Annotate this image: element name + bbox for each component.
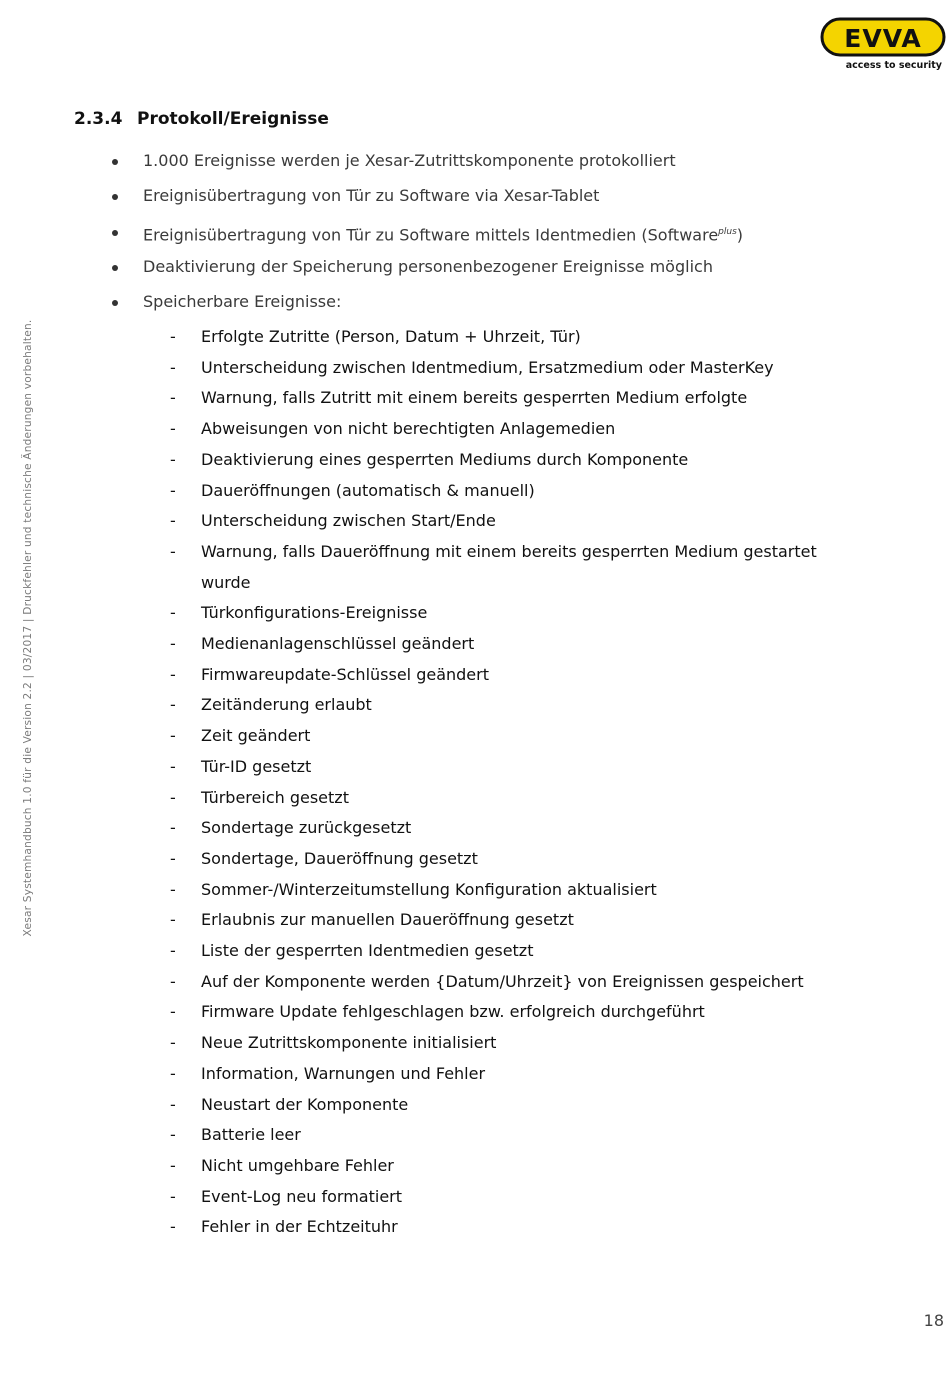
bullet-item [0, 146, 743, 181]
dash-marker: - [170, 726, 176, 746]
event-text: Medienanlagenschlüssel geändert [201, 634, 475, 654]
dash-marker: - [170, 480, 176, 500]
dash-marker: - [170, 419, 176, 439]
dash-marker: - [170, 1033, 176, 1053]
event-text: Unterscheidung zwischen Identmedium, Ersatzmedium oder MasterKey [201, 357, 774, 377]
event-text: Information, Warnungen und Fehler [201, 1063, 486, 1083]
dash-marker: - [170, 541, 176, 561]
event-item [0, 844, 841, 875]
event-text: Abweisungen von nicht berechtigten Anlagemedien [201, 419, 616, 439]
bullet-text-suffix: ) [736, 224, 744, 244]
dash-marker: - [170, 603, 176, 623]
bullet-dot-icon [112, 159, 118, 165]
page-number: 18 [923, 1311, 944, 1330]
bullet-dot-icon [112, 265, 118, 271]
bullet-text: 1.000 Ereignisse werden je Xesar-Zutrittskomponente protokolliert [143, 151, 676, 170]
event-item [0, 783, 841, 814]
event-item [0, 445, 841, 476]
logo-brand: EVVA [844, 24, 922, 53]
dash-marker: - [170, 941, 176, 961]
event-text: Warnung, falls Daueröffnung mit einem bereits gesperrten Medium gestartet wurde [201, 541, 817, 592]
section-title: Protokoll/Ereignisse [137, 109, 329, 129]
event-text: Daueröffnungen (automatisch & manuell) [201, 480, 535, 500]
dash-marker: - [170, 695, 176, 715]
dash-marker: - [170, 1217, 176, 1237]
dash-marker: - [170, 910, 176, 930]
bullet-dot-icon [112, 300, 118, 306]
event-text: Tür-ID gesetzt [201, 756, 312, 776]
event-item [0, 721, 841, 752]
dash-marker: - [170, 971, 176, 991]
event-text: Event-Log neu formatiert [201, 1186, 403, 1206]
bullet-item [0, 287, 743, 322]
event-item [0, 1182, 841, 1213]
bullet-superscript: plus [718, 226, 737, 237]
event-item [0, 383, 841, 414]
event-item [0, 353, 841, 384]
dash-marker: - [170, 1063, 176, 1083]
event-item [0, 629, 841, 660]
bullet-item [0, 252, 743, 287]
dash-marker: - [170, 664, 176, 684]
logo-tagline: access to security [845, 60, 942, 71]
event-item [0, 1028, 841, 1059]
event-item [0, 1059, 841, 1090]
event-item [0, 1090, 841, 1121]
event-text: Zeitänderung erlaubt [201, 695, 372, 715]
side-note: Xesar Systemhandbuch 1.0 für die Version 2.2 | 03/2017 | Druckfehler und technische Änderungen vorbehalten. [22, 319, 34, 937]
dash-marker: - [170, 1002, 176, 1022]
event-item [0, 752, 841, 783]
event-item [0, 598, 841, 629]
dash-marker: - [170, 848, 176, 868]
dash-marker: - [170, 787, 176, 807]
event-item [0, 905, 841, 936]
event-text: Firmwareupdate-Schlüssel geändert [201, 664, 489, 684]
event-text: Zeit geändert [201, 726, 311, 746]
event-item [0, 537, 841, 598]
bullet-dot-icon [112, 194, 118, 200]
event-item [0, 1120, 841, 1151]
event-text: Neustart der Komponente [201, 1094, 409, 1114]
event-item [0, 690, 841, 721]
bullet-text: Ereignisübertragung von Tür zu Software mittels Identmedien (Software [143, 224, 719, 244]
event-item [0, 875, 841, 906]
event-item [0, 414, 841, 445]
dash-marker: - [170, 1094, 176, 1114]
event-item [0, 1212, 841, 1243]
bullet-text: Deaktivierung der Speicherung personenbezogener Ereignisse möglich [143, 256, 713, 276]
dash-marker: - [170, 634, 176, 654]
event-text: Firmware Update fehlgeschlagen bzw. erfolgreich durchgeführt [201, 1002, 705, 1022]
event-text: Nicht umgehbare Fehler [201, 1155, 394, 1175]
dash-marker: - [170, 818, 176, 838]
bullet-item [0, 181, 743, 216]
dash-marker: - [170, 756, 176, 776]
event-text: Liste der gesperrten Identmedien gesetzt [201, 941, 534, 961]
event-text: Deaktivierung eines gesperrten Mediums durch Komponente [201, 449, 689, 469]
event-item [0, 660, 841, 691]
dash-marker: - [170, 879, 176, 899]
dash-marker: - [170, 1125, 176, 1145]
event-text: Neue Zutrittskomponente initialisiert [201, 1033, 497, 1053]
event-list [0, 319, 841, 1243]
event-text: Unterscheidung zwischen Start/Ende [201, 511, 496, 531]
dash-marker: - [170, 388, 176, 408]
event-text: Warnung, falls Zutritt mit einem bereits gesperrten Medium erfolgte [201, 388, 748, 408]
dash-marker: - [170, 327, 176, 346]
event-item [0, 813, 841, 844]
event-text: Erlaubnis zur manuellen Daueröffnung gesetzt [201, 910, 574, 930]
event-text: Sondertage, Daueröffnung gesetzt [201, 848, 478, 868]
event-item [0, 476, 841, 507]
dash-marker: - [170, 1186, 176, 1206]
dash-marker: - [170, 449, 176, 469]
bullet-text: Speicherbare Ereignisse: [143, 292, 342, 312]
section-heading [74, 109, 329, 129]
bullet-item [0, 217, 743, 252]
event-item [0, 967, 841, 998]
bullet-list [0, 146, 743, 322]
event-item [0, 997, 841, 1028]
evva-logo [820, 17, 946, 71]
event-item [0, 936, 841, 967]
event-item [0, 1151, 841, 1182]
event-text: Batterie leer [201, 1125, 301, 1145]
section-number: 2.3.4 [74, 109, 123, 129]
event-item [0, 322, 841, 353]
bullet-dot-icon [112, 230, 118, 236]
dash-marker: - [170, 511, 176, 531]
event-text: Auf der Komponente werden {Datum/Uhrzeit} von Ereignissen gespeichert [201, 971, 804, 991]
event-text: Erfolgte Zutritte (Person, Datum + Uhrzeit, Tür) [201, 327, 581, 346]
dash-marker: - [170, 1155, 176, 1175]
dash-marker: - [170, 357, 176, 377]
event-text: Sondertage zurückgesetzt [201, 818, 412, 838]
event-text: Türbereich gesetzt [201, 787, 349, 807]
event-text: Fehler in der Echtzeituhr [201, 1217, 398, 1237]
event-text: Sommer-/Winterzeitumstellung Konfiguration aktualisiert [201, 879, 657, 899]
event-text: Türkonfigurations-Ereignisse [201, 603, 428, 623]
bullet-text: Ereignisübertragung von Tür zu Software via Xesar-Tablet [143, 186, 600, 206]
event-item [0, 506, 841, 537]
